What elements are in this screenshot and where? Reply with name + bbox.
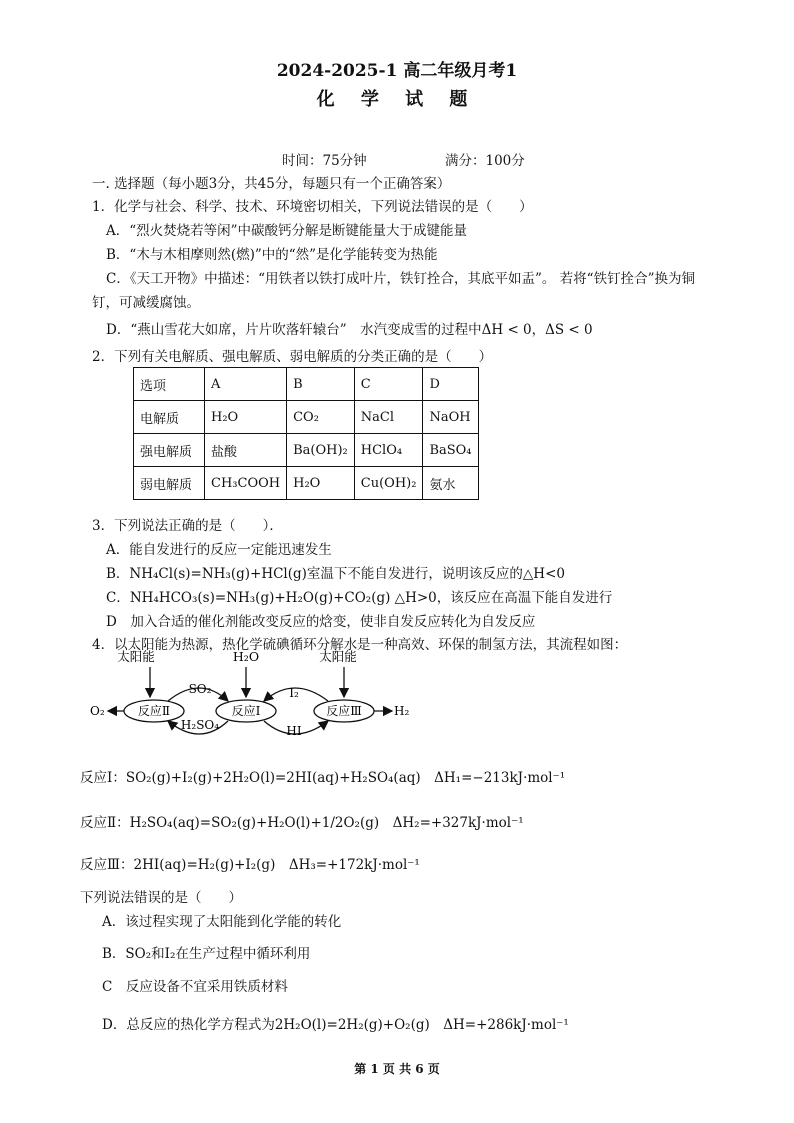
i2-label: I₂ (289, 686, 299, 700)
sun-energy-label-right: 太阳能 (319, 649, 357, 664)
q4-option-d: D．总反应的热化学方程式为2H₂O(l)=2H₂(g)+O₂(g) ΔH=+286kJ·mol⁻¹ (102, 1017, 569, 1033)
so2-label: SO₂ (188, 682, 212, 696)
exam-title: 2024-2025-1 高二年级月考1 (276, 61, 518, 81)
reaction-2-label: 反应Ⅱ (137, 704, 171, 718)
q3-option-a: A．能自发进行的反应一定能迅速发生 (106, 542, 332, 558)
q1-option-c-line1: C．《天工开物》中描述：“用铁者以铁打成叶片，铁钉拴合，其底平如盂”。 若将“铁钉拴合”换为铜 (106, 271, 695, 287)
table-cell: 氨水 (423, 467, 478, 500)
q1-option-b: B．“木与木相摩则然(燃)”中的“然”是化学能转变为热能 (106, 247, 438, 263)
table-cell: 选项 (134, 368, 205, 401)
q4-reaction-1: 反应Ⅰ：SO₂(g)+I₂(g)+2H₂O(l)=2HI(aq)+H₂SO₄(aq) ΔH₁=−213kJ·mol⁻¹ (80, 770, 566, 786)
table-cell: BaSO₄ (423, 434, 478, 467)
table-cell: 弱电解质 (134, 467, 205, 500)
sulfur-iodine-cycle-diagram (88, 645, 428, 750)
hi-label: HI (286, 724, 302, 738)
table-cell: 盐酸 (205, 434, 287, 467)
table-cell: Cu(OH)₂ (354, 467, 423, 500)
section-heading: 一. 选择题（每小题3分，共45分，每题只有一个正确答案） (92, 176, 451, 192)
table-cell: B (287, 368, 355, 401)
table-header-row (134, 368, 479, 401)
table-cell: 电解质 (134, 401, 205, 434)
subject-title: 化 学 试 题 (316, 89, 478, 110)
q4-reaction-3: 反应Ⅲ：2HI(aq)=H₂(g)+I₂(g) ΔH₃=+172kJ·mol⁻¹ (80, 857, 420, 873)
table-cell: CH₃COOH (205, 467, 287, 500)
q3-option-c: C．NH₄HCO₃(s)=NH₃(g)+H₂O(g)+CO₂(g) △H>0，该反应在高温下能自发进行 (106, 590, 613, 606)
table-row (134, 401, 479, 434)
table-cell: HClO₄ (354, 434, 423, 467)
table-cell: H₂O (287, 467, 355, 500)
reaction-1-label: 反应Ⅰ (231, 704, 261, 718)
table-cell: H₂O (205, 401, 287, 434)
q2-options-table (133, 367, 479, 500)
q4-reaction-2: 反应Ⅱ：H₂SO₄(aq)=SO₂(g)+H₂O(l)+1/2O₂(g) ΔH₂=+327kJ·mol⁻¹ (80, 815, 524, 831)
table-cell: CO₂ (287, 401, 355, 434)
table-cell: D (423, 368, 478, 401)
q3-stem: 3．下列说法正确的是（ ）． (92, 518, 283, 534)
h2-label: H₂ (394, 704, 410, 718)
exam-score: 满分：100分 (445, 153, 525, 169)
exam-time: 时间：75分钟 (282, 153, 367, 169)
q1-option-c-line2: 钉，可减缓腐蚀。 (92, 295, 200, 311)
table-cell: Ba(OH)₂ (287, 434, 355, 467)
table-cell: C (354, 368, 423, 401)
q4-option-a: A．该过程实现了太阳能到化学能的转化 (102, 914, 342, 930)
page-number: 第 1 页 共 6 页 (354, 1062, 440, 1076)
q2-stem: 2．下列有关电解质、强电解质、弱电解质的分类正确的是（ ） (92, 349, 493, 365)
table-cell: NaCl (354, 401, 423, 434)
o2-label: O₂ (90, 704, 105, 718)
q1-stem: 1．化学与社会、科学、技术、环境密切相关，下列说法错误的是（ ） (92, 199, 533, 215)
q4-stem: 4．以太阳能为热源，热化学硫碘循环分解水是一种高效、环保的制氢方法，其流程如图： (92, 637, 628, 653)
q1-option-a: A．“烈火焚烧若等闲”中碳酸钙分解是断键能量大于成键能量 (106, 223, 468, 239)
q4-ask: 下列说法错误的是（ ） (80, 890, 242, 906)
table-row (134, 434, 479, 467)
table-cell: 强电解质 (134, 434, 205, 467)
reaction-3-label: 反应Ⅲ (326, 704, 362, 718)
q3-option-b: B．NH₄Cl(s)=NH₃(g)+HCl(g)室温下不能自发进行，说明该反应的△H<0 (106, 566, 565, 582)
table-cell: NaOH (423, 401, 478, 434)
table-row (134, 467, 479, 500)
q4-option-c: C 反应设备不宜采用铁质材料 (102, 979, 288, 995)
q3-option-d: D 加入合适的催化剂能改变反应的焓变，使非自发反应转化为自发反应 (106, 614, 536, 630)
sun-energy-label-left: 太阳能 (117, 649, 155, 664)
q1-option-d: D．“燕山雪花大如席，片片吹落轩辕台” 水汽变成雪的过程中ΔH < 0，ΔS < 0 (106, 322, 593, 338)
table-cell: A (205, 368, 287, 401)
q4-option-b: B．SO₂和I₂在生产过程中循环利用 (102, 946, 311, 962)
water-label: H₂O (232, 649, 260, 664)
h2so4-label: H₂SO₄ (180, 718, 220, 732)
